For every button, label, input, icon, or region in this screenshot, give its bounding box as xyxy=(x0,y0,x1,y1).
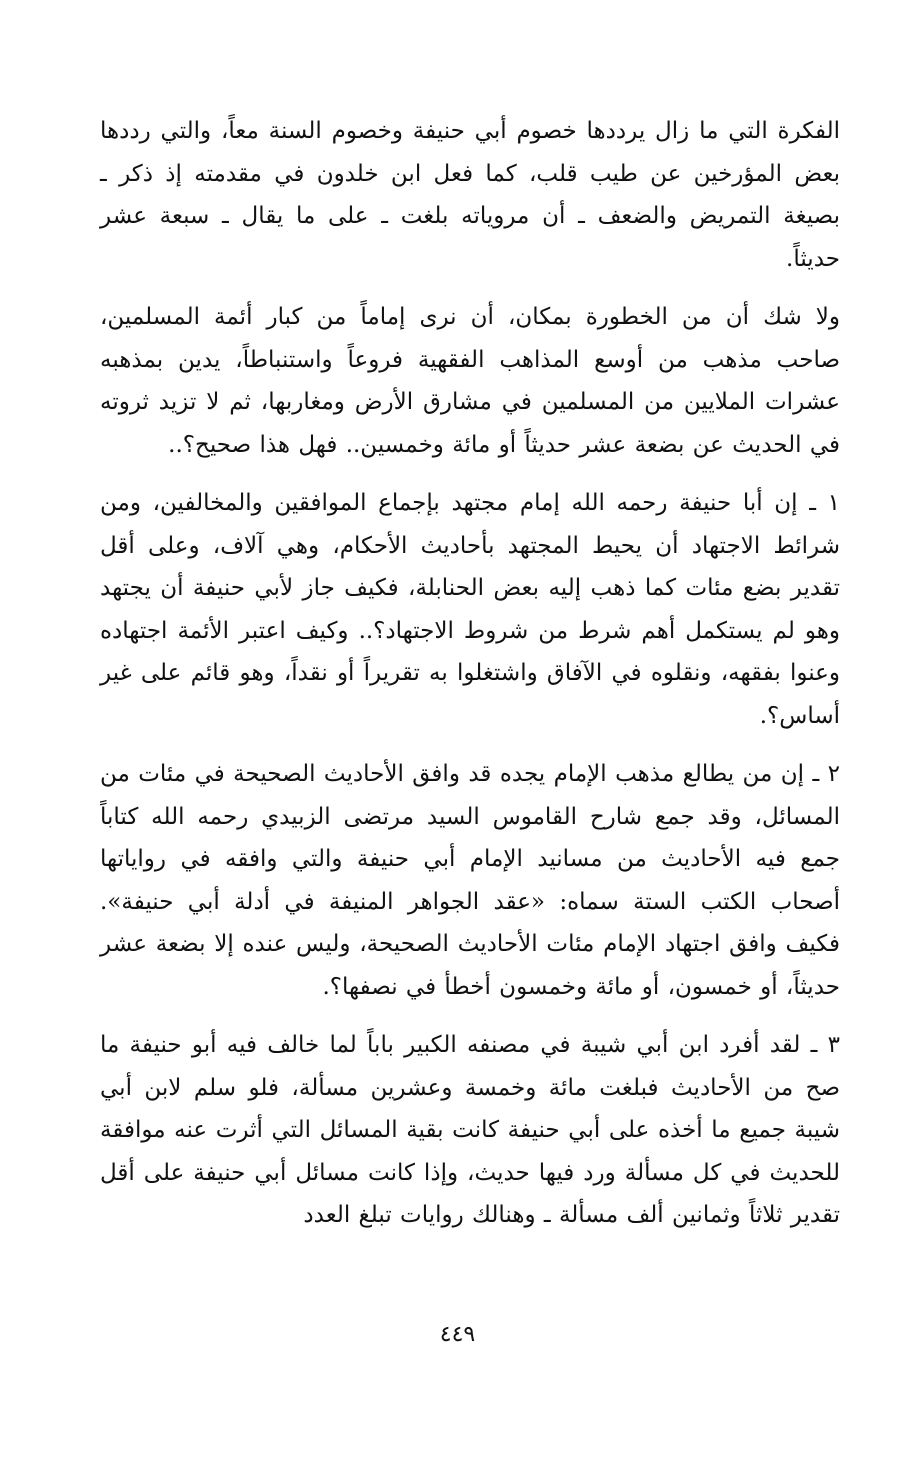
body-text xyxy=(100,110,840,1253)
page-number: ٤٤٩ xyxy=(439,1322,476,1347)
paragraph-point-2: ٢ ـ إن من يطالع مذهب الإمام يجده قد وافق الأحاديث الصحيحة في مئات من المسائل، وقد جمع شارح القاموس السيد مرتضى الزبيدي رحمه الله كتاباً جمع فيه الأحاديث من مسانيد الإمام أبي حنيفة والتي وافقه في رواياتها أصحاب الكتب الستة سماه: «عقد الجواهر المنيفة في أدلة أبي حنيفة». فكيف وافق اجتهاد الإمام مئات الأحاديث الصحيحة، وليس عنده إلا بضعة عشر حديثاً، أو خمسون، أو مائة وخمسون أخطأ في نصفها؟. xyxy=(100,761,840,1000)
paragraph-point-3: ٣ ـ لقد أفرد ابن أبي شيبة في مصنفه الكبير باباً لما خالف فيه أبو حنيفة ما صح من الأحاديث فبلغت مائة وخمسة وعشرين مسألة، فلو سلم لابن أبي شيبة جميع ما أخذه على أبي حنيفة كانت بقية المسائل التي أثرت عنه موافقة للحديث في كل مسألة ورد فيها حديث، وإذا كانت مسائل أبي حنيفة على أقل تقدير ثلاثاً وثمانين ألف مسألة ـ وهنالك روايات تبلغ العدد xyxy=(100,1032,840,1228)
paragraph-point-1: ١ ـ إن أبا حنيفة رحمه الله إمام مجتهد بإجماع الموافقين والمخالفين، ومن شرائط الاجتهاد أن يحيط المجتهد بأحاديث الأحكام، وهي آلاف، وعلى أقل تقدير بضع مئات كما ذهب إليه بعض الحنابلة، فكيف جاز لأبي حنيفة أن يجتهد وهو لم يستكمل أهم شرط من شروط الاجتهاد؟.. وكيف اعتبر الأئمة اجتهاده وعنوا بفقهه، ونقلوه في الآفاق واشتغلوا به تقريراً أو نقداً، وهو قائم على غير أساس؟. xyxy=(100,490,840,729)
paragraph-question: ولا شك أن من الخطورة بمكان، أن نرى إماماً من كبار أئمة المسلمين، صاحب مذهب من أوسع المذاهب الفقهية فروعاً واستنباطاً، يدين بمذهبه عشرات الملايين من المسلمين في مشارق الأرض ومغاربها، ثم لا تزيد ثروته في الحديث عن بضعة عشر حديثاً أو مائة وخمسين.. فهل هذا صحيح؟.. xyxy=(100,304,840,458)
paragraph-intro: الفكرة التي ما زال يرددها خصوم أبي حنيفة وخصوم السنة معاً، والتي رددها بعض المؤرخين عن طيب قلب، كما فعل ابن خلدون في مقدمته إذ ذكر ـ بصيغة التمريض والضعف ـ أن مروياته بلغت ـ على ما يقال ـ سبعة عشر حديثاً. xyxy=(100,118,840,272)
